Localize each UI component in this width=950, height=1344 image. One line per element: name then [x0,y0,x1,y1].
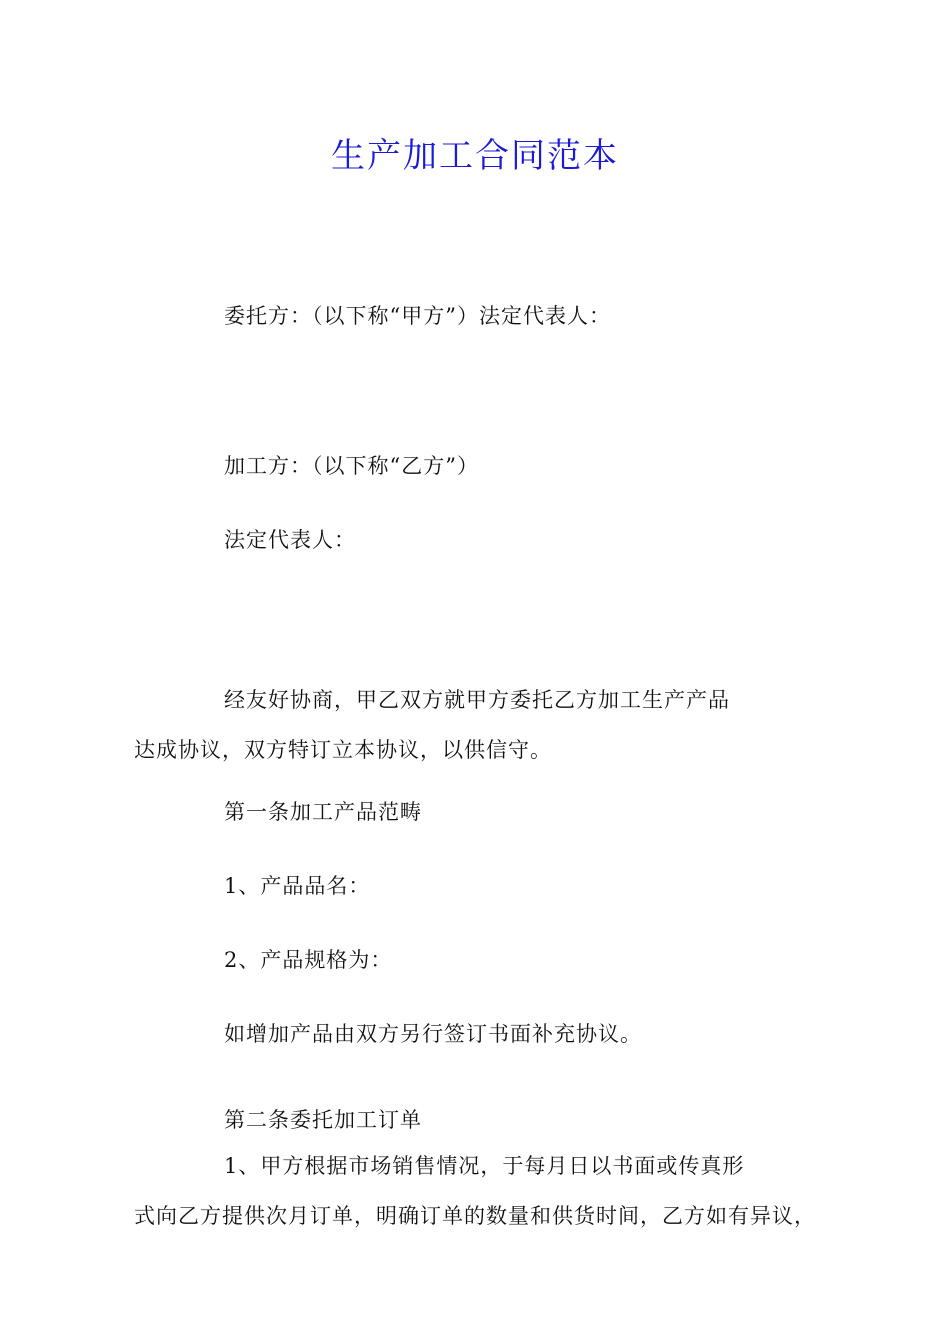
article-1-item-2: 2、产品规格为： [224,948,393,972]
article-2-item-1-line-1: 1、甲方根据市场销售情况，于每月日以书面或传真形 [224,1154,745,1178]
party-a-line: 委托方：（以下称“甲方”）法定代表人： [224,304,611,328]
document-title: 生产加工合同范本 [331,136,619,176]
article-1-item-1: 1、产品品名： [224,874,371,898]
article-2-item-1-line-2: 式向乙方提供次月订单，明确订单的数量和供货时间，乙方如有异议， [134,1204,816,1228]
party-b-line: 加工方：（以下称“乙方”） [224,454,479,478]
article-1-supplement: 如增加产品由双方另行签订书面补充协议。 [224,1022,642,1046]
preamble-line-1: 经友好协商，甲乙双方就甲方委托乙方加工生产产品 [224,688,730,712]
article-1-heading: 第一条加工产品范畴 [224,800,422,824]
article-2-heading: 第二条委托加工订单 [224,1108,422,1132]
preamble-line-2: 达成协议，双方特订立本协议，以供信守。 [134,738,552,762]
party-b-representative-line: 法定代表人： [224,528,356,552]
